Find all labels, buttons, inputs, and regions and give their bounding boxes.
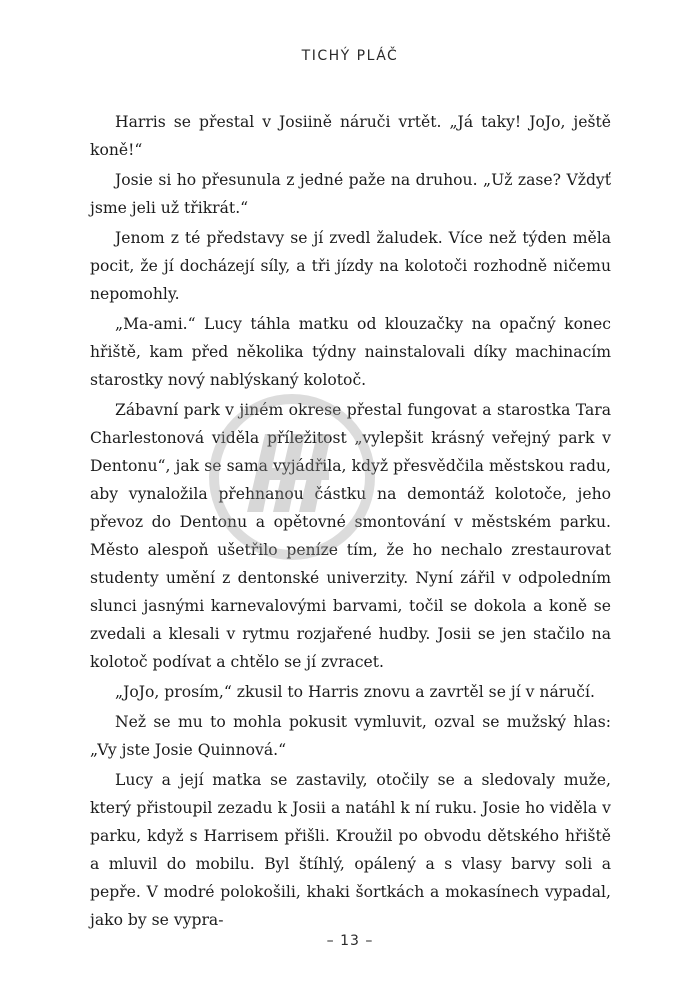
- paragraph-7: Než se mu to mohla pokusit vymluvit, ozval se mužský hlas: „Vy jste Josie Quinnová.“: [90, 713, 611, 759]
- paragraph-2: Josie si ho přesunula z jedné paže na druhou. „Už zase? Vždyť jsme jeli už třikrát.“: [90, 171, 611, 217]
- paragraph-1: Harris se přestal v Josiině náruči vrtět. „Já taky! JoJo, ještě koně!“: [90, 113, 611, 159]
- running-head: TICHÝ PLÁČ: [301, 48, 399, 64]
- paragraph-5: Zábavní park v jiném okrese přestal fungovat a starostka Tara Charlestonová viděla příležitost „vylepšit krásný veřejný park v Dentonu“, jak se sama vyjádřila, když přesvědčila městskou radu, aby vynaložila přehnanou částku na demontáž kolotoče, jeho převoz do Dentonu a opětovné smontování v městském parku. Město alespoň ušetřilo peníze tím, že ho nechalo zrestaurovat studenty umění z dentonské univerzity. Nyní zářil v odpoledním slunci jasnými karnevalovými barvami, točil se dokola a koně se zvedali a klesali v rytmu rozjařené hudby. Josii se jen stačilo na kolotoč podívat a chtělo se jí zvracet.: [90, 401, 611, 671]
- body-text: [90, 108, 611, 936]
- paragraph-3: Jenom z té představy se jí zvedl žaludek. Více než týden měla pocit, že jí docházejí síly, a tři jízdy na kolotoči rozhodně ničemu nepomohly.: [90, 229, 611, 303]
- page-number: – 13 –: [326, 933, 374, 949]
- paragraph-6: „JoJo, prosím,“ zkusil to Harris znovu a zavrtěl se jí v náručí.: [115, 683, 595, 701]
- paragraph-8: Lucy a její matka se zastavily, otočily se a sledovaly muže, který přistoupil zezadu k Josii a natáhl k ní ruku. Josie ho viděla v parku, když s Harrisem přišli. Kroužil po obvodu dětského hřiště a mluvil do mobilu. Byl štíhlý, opálený a s vlasy barvy soli a pepře. V modré polokošili, khaki šortkách a mokasínech vypadal, jako by se vypra-: [90, 771, 611, 929]
- paragraph-4: „Ma-ami.“ Lucy táhla matku od klouzačky na opačný konec hřiště, kam před několika týdny nainstalovali díky machinacím starostky nový nablýskaný kolotoč.: [90, 315, 611, 389]
